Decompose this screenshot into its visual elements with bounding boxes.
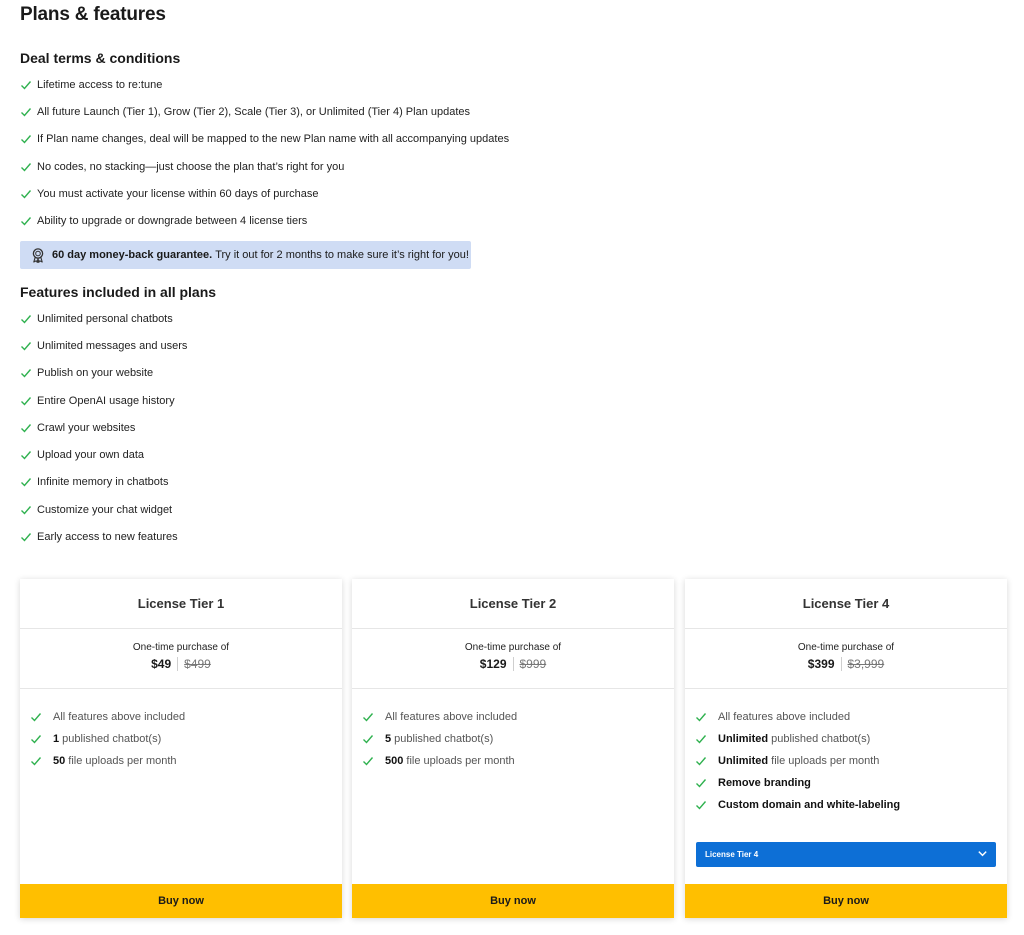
buy-now-button[interactable]: Buy now xyxy=(352,884,674,918)
checkmark-icon xyxy=(20,313,32,325)
checkmark-icon xyxy=(30,755,42,767)
checkmark-icon xyxy=(20,133,32,145)
card-feature-item xyxy=(362,706,674,728)
original-price: $499 xyxy=(184,657,211,671)
list-item xyxy=(20,414,187,441)
card-feature-bold: Remove branding xyxy=(718,777,811,789)
checkmark-icon xyxy=(20,161,32,173)
features-heading: Features included in all plans xyxy=(20,284,217,300)
checkmark-icon xyxy=(20,395,32,407)
list-item xyxy=(20,441,187,468)
original-price: $999 xyxy=(519,657,547,671)
tier-select-value: License Tier 4 xyxy=(705,850,759,859)
checkmark-icon xyxy=(20,476,32,488)
card-feature-text: All features above included xyxy=(385,711,518,723)
card-feature-item xyxy=(30,706,342,728)
card-feature-text: published chatbot(s) xyxy=(59,733,162,745)
card-price-block xyxy=(20,629,342,689)
list-item xyxy=(20,523,187,550)
card-feature-bold: Custom domain and white-labeling xyxy=(718,799,901,811)
current-price: $129 xyxy=(480,657,514,671)
checkmark-icon xyxy=(695,711,707,723)
card-feature-text: published chatbot(s) xyxy=(391,733,494,745)
list-item-text: No codes, no stacking—just choose the plan that’s right for you xyxy=(37,160,345,173)
checkmark-icon xyxy=(695,733,707,745)
list-item-text: All future Launch (Tier 1), Grow (Tier 2), Scale (Tier 3), or Unlimited (Tier 4) Plan updates xyxy=(37,105,471,118)
card-feature-bold: 1 xyxy=(53,733,60,745)
card-feature-text: file uploads per month xyxy=(65,755,177,767)
card-feature-bold: Unlimited xyxy=(718,733,769,745)
card-feature-item xyxy=(695,772,1007,794)
list-item-text: Upload your own data xyxy=(37,449,145,462)
list-item xyxy=(20,496,187,523)
list-item xyxy=(20,180,509,207)
checkmark-icon xyxy=(20,215,32,227)
list-item xyxy=(20,305,187,332)
checkmark-icon xyxy=(20,449,32,461)
award-badge-icon xyxy=(30,247,46,263)
card-feature-text: file uploads per month xyxy=(768,755,880,767)
card-feature-text: All features above included xyxy=(718,711,851,723)
list-item-text: Unlimited personal chatbots xyxy=(37,312,173,325)
list-item-text: Early access to new features xyxy=(37,531,178,544)
tier-select-dropdown[interactable] xyxy=(696,842,996,867)
list-item-text: Publish on your website xyxy=(37,367,154,380)
card-feature-bold: Unlimited xyxy=(718,755,769,767)
one-time-label: One-time purchase of xyxy=(464,642,562,653)
checkmark-icon xyxy=(362,755,374,767)
deal-terms-list xyxy=(20,71,509,235)
card-feature-item xyxy=(30,750,342,772)
card-feature-item xyxy=(362,750,674,772)
buy-now-button[interactable]: Buy now xyxy=(20,884,342,918)
pricing-card-tier-1 xyxy=(20,579,342,918)
list-item-text: Ability to upgrade or downgrade between 4 license tiers xyxy=(37,215,308,228)
checkmark-icon xyxy=(20,106,32,118)
card-feature-item xyxy=(362,728,674,750)
checkmark-icon xyxy=(20,79,32,91)
list-item xyxy=(20,207,509,234)
card-title: License Tier 4 xyxy=(685,579,1007,629)
checkmark-icon xyxy=(20,422,32,434)
features-list xyxy=(20,305,187,551)
guarantee-text: Try it out for 2 months to make sure it’s right for you! xyxy=(215,249,469,261)
list-item-text: You must activate your license within 60 days of purchase xyxy=(37,187,319,200)
current-price: $399 xyxy=(808,657,842,671)
card-feature-text: published chatbot(s) xyxy=(768,733,871,745)
list-item xyxy=(20,98,509,125)
checkmark-icon xyxy=(695,755,707,767)
list-item-text: Lifetime access to re:tune xyxy=(37,78,163,91)
deal-terms-heading: Deal terms & conditions xyxy=(20,50,181,66)
checkmark-icon xyxy=(20,340,32,352)
money-back-guarantee-banner xyxy=(20,241,471,269)
pricing-card-tier-4 xyxy=(685,579,1007,918)
list-item-text: Crawl your websites xyxy=(37,421,136,434)
card-feature-list xyxy=(20,689,342,772)
checkmark-icon xyxy=(20,367,32,379)
card-feature-item xyxy=(695,750,1007,772)
list-item xyxy=(20,387,187,414)
list-item xyxy=(20,469,187,496)
list-item-text: Unlimited messages and users xyxy=(37,339,188,352)
list-item xyxy=(20,332,187,359)
card-feature-text: file uploads per month xyxy=(403,755,515,767)
card-feature-item xyxy=(695,794,1007,816)
pricing-cards xyxy=(20,579,1007,918)
list-item xyxy=(20,360,187,387)
list-item xyxy=(20,71,509,98)
guarantee-bold-text: 60 day money-back guarantee. xyxy=(52,249,213,261)
pricing-card-tier-2 xyxy=(352,579,674,918)
checkmark-icon xyxy=(20,188,32,200)
checkmark-icon xyxy=(695,799,707,811)
buy-now-button[interactable]: Buy now xyxy=(685,884,1007,918)
list-item xyxy=(20,153,509,180)
chevron-down-icon xyxy=(977,848,988,861)
current-price: $49 xyxy=(151,657,178,671)
one-time-label: One-time purchase of xyxy=(132,642,230,653)
checkmark-icon xyxy=(695,777,707,789)
card-title: License Tier 2 xyxy=(352,579,674,629)
card-feature-bold: 50 xyxy=(53,755,66,767)
page-title: Plans & features xyxy=(20,4,166,25)
card-feature-item xyxy=(695,728,1007,750)
card-feature-item xyxy=(30,728,342,750)
list-item xyxy=(20,126,509,153)
checkmark-icon xyxy=(20,504,32,516)
list-item-text: Entire OpenAI usage history xyxy=(37,394,175,407)
card-feature-item xyxy=(695,706,1007,728)
card-feature-text: All features above included xyxy=(53,711,186,723)
checkmark-icon xyxy=(30,733,42,745)
list-item-text: Infinite memory in chatbots xyxy=(37,476,169,489)
checkmark-icon xyxy=(30,711,42,723)
checkmark-icon xyxy=(362,711,374,723)
card-price-block xyxy=(685,629,1007,689)
checkmark-icon xyxy=(362,733,374,745)
list-item-text: If Plan name changes, deal will be mapped to the new Plan name with all accompanying updates xyxy=(37,133,510,146)
one-time-label: One-time purchase of xyxy=(797,642,895,653)
card-feature-list xyxy=(352,689,674,772)
checkmark-icon xyxy=(20,531,32,543)
card-title: License Tier 1 xyxy=(20,579,342,629)
card-price-block xyxy=(352,629,674,689)
card-feature-list xyxy=(685,689,1007,816)
list-item-text: Customize your chat widget xyxy=(37,503,173,516)
card-feature-bold: 5 xyxy=(385,733,392,745)
card-feature-bold: 500 xyxy=(385,755,404,767)
original-price: $3,999 xyxy=(847,657,885,671)
